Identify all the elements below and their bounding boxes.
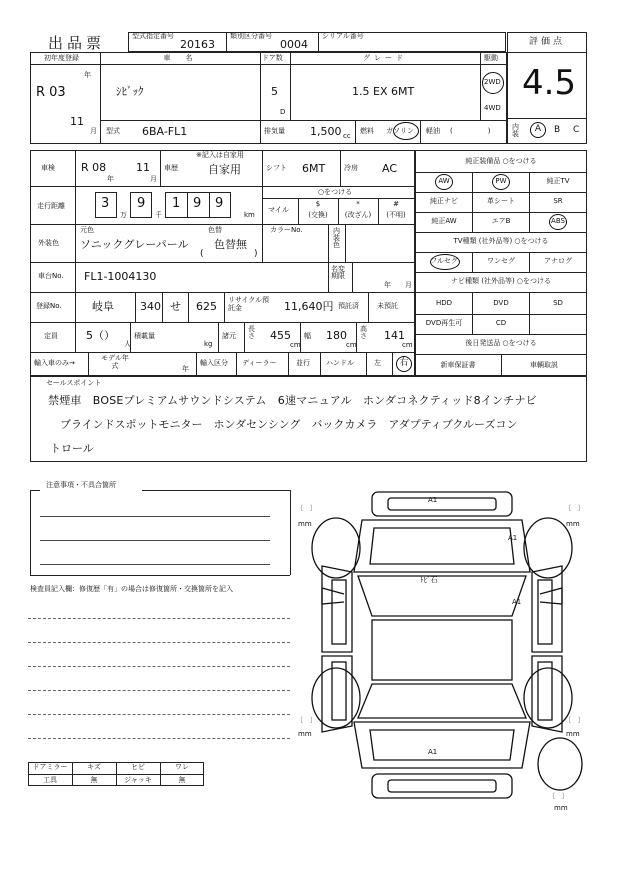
height: 141: [384, 329, 405, 342]
navi-header: ナビ種類 (社外品等) ○をつける: [450, 277, 552, 285]
length-unit: cm: [290, 341, 301, 349]
mileage-digit-3: 1: [172, 196, 181, 211]
model-label: 型式: [106, 127, 120, 135]
inspector-label: 検査員記入欄：修復歴「有」の場合は修復箇所・交換箇所を記入: [30, 585, 233, 593]
repaint-paren-l: (: [200, 249, 204, 259]
history: 自家用: [208, 163, 241, 176]
sales-line-2: ブラインドスポットモニター ホンダセンシング バックカメラ アダプティブクルーズコン: [60, 418, 518, 431]
length: 455: [270, 329, 291, 342]
width: 180: [326, 329, 347, 342]
doors-label: ドア数: [262, 54, 283, 62]
mark-door-right: A1: [512, 598, 522, 606]
length-label: 長さ: [248, 325, 255, 340]
first-reg-label: 初年度登録: [44, 54, 79, 62]
legend-break: ワレ: [175, 763, 189, 771]
fuel: ガソリン: [386, 127, 414, 135]
serial-label: シリアル番号: [322, 32, 364, 40]
equip-airbag: エアB: [491, 217, 511, 225]
orig-color-label: 元色: [80, 226, 94, 234]
load-label: 積載量: [134, 332, 155, 340]
bracket-front-right: 〔 〕: [564, 504, 585, 512]
chassis-label: 車台No.: [38, 272, 64, 280]
diesel-label: 軽油: [426, 127, 440, 135]
inspection: R 08: [81, 161, 107, 174]
class-no: 0004: [280, 38, 308, 51]
grade-score-label: 評価点: [528, 37, 566, 47]
width-unit: cm: [346, 341, 357, 349]
sales-line-3: トロール: [50, 442, 94, 455]
model-year-label: モデル年式: [101, 354, 129, 371]
drive-label: 駆動: [484, 54, 498, 62]
inspection-label: 車検: [41, 164, 55, 172]
legend-door-mirror: ドアミラー: [32, 763, 68, 771]
navi-dvd: DVD: [493, 299, 509, 307]
grade-score: 4.5: [521, 63, 577, 103]
std-equip-header: 純正装備品 ○をつける: [465, 157, 537, 165]
exchange-text: (交換): [308, 211, 328, 219]
model-cert-no: 20163: [180, 38, 215, 51]
page-title: 出品票: [48, 34, 106, 52]
interior-grade-b: B: [554, 125, 561, 135]
capacity-unit: 人: [124, 340, 131, 348]
plate-label: 登録No.: [36, 302, 62, 310]
width-label: 幅: [304, 332, 311, 340]
navi-dvd-play: DVD再生可: [425, 319, 463, 327]
chassis: FL1-1004130: [84, 270, 157, 283]
inspection-month-unit: 月: [150, 175, 157, 183]
class-label: 類別区分番号: [230, 32, 272, 40]
door-type: D: [280, 108, 286, 116]
exchange-label: $: [315, 200, 321, 208]
doors: 5: [271, 85, 278, 98]
capacity: 5（）: [86, 329, 115, 342]
equip-leather: 革シート: [487, 197, 515, 205]
interior-grade-c: C: [573, 125, 580, 135]
parallel: 並行: [296, 359, 310, 367]
diesel-paren: ( ): [450, 127, 491, 135]
mark-hood: ﾄﾋﾞ石: [420, 576, 438, 584]
fuel-label: 燃料: [360, 127, 374, 135]
altered-text: (改ざん): [344, 211, 372, 219]
equip-aw: AW: [438, 177, 450, 185]
interior-color-label: 内装色: [333, 227, 340, 249]
inspection-month: 11: [136, 161, 150, 174]
mileage-digit-5: 9: [215, 196, 224, 211]
recycle-status-2: 未預託: [377, 302, 398, 310]
man-unit: 万: [120, 211, 127, 219]
navi-cd: CD: [495, 319, 507, 327]
color-no-label: カラーNo.: [270, 226, 303, 234]
legend-crack: ヒビ: [131, 763, 145, 771]
mark-bumper-front: A1: [428, 496, 438, 504]
legend-jack-val: 無: [178, 776, 186, 784]
unknown-text: (不明): [386, 211, 406, 219]
dim-label: 諸元: [222, 332, 236, 340]
equip-sr: SR: [553, 197, 563, 205]
shift-label: シフト: [266, 164, 287, 172]
displacement-unit: cc: [343, 132, 351, 140]
bracket-front-left: 〔 〕: [296, 504, 317, 512]
bracket-rear-left: 〔 〕: [296, 716, 317, 724]
mileage-digit-1: 3: [101, 196, 110, 211]
mileage-digit-4: 9: [193, 196, 202, 211]
handle-label: ハンドル: [326, 359, 354, 367]
mm-rear-right: mm: [566, 730, 580, 738]
sales-line-1: 禁煙車 BOSEプレミアムサウンドシステム 6速マニュアル ホンダコネクティッド8インチナビ: [48, 394, 537, 407]
mark-bumper-rear: A1: [428, 748, 438, 756]
first-reg-year: R 03: [36, 85, 66, 100]
ac-label: 冷房: [344, 164, 358, 172]
ac: AC: [382, 162, 398, 175]
interior-grade-a: A: [530, 122, 546, 138]
altered-label: *: [356, 200, 360, 208]
recycle-label: リサイクル預託金: [228, 296, 270, 313]
circle-note: ○をつける: [318, 188, 353, 196]
bracket-rear-right: 〔 〕: [564, 716, 585, 724]
doc-header: 後日発送品 ○をつける: [465, 339, 537, 347]
shift: 6MT: [302, 162, 326, 175]
plate-class: 340: [140, 300, 161, 313]
name-change-year: 年: [384, 281, 391, 289]
drive-4wd: 4WD: [484, 104, 501, 112]
load-unit: kg: [204, 340, 213, 348]
legend-tools-val: 無: [90, 776, 98, 784]
sales-label: セールスポイント: [46, 379, 102, 387]
left: 左: [374, 359, 381, 367]
mm-front-left: mm: [298, 520, 312, 528]
equip-std-tv: 純正TV: [546, 177, 570, 185]
tv-oneseg: ワンセグ: [487, 257, 515, 265]
recycle-status-1: 預託済: [338, 302, 359, 310]
import-year-unit: 年: [182, 365, 189, 373]
interior-label: 内装: [512, 123, 519, 138]
grade-label: グレード: [363, 54, 407, 62]
right-selected: 右: [396, 356, 412, 372]
inspection-year-unit: 年: [107, 175, 114, 183]
repaint-label: 色替: [208, 226, 222, 234]
model-cert-label: 型式指定番号: [132, 32, 174, 40]
mm-front-right: mm: [566, 520, 580, 528]
mileage-label: 走行距離: [37, 202, 65, 210]
orig-color: ソニックグレーパール: [80, 238, 189, 251]
dealer: ディーラー: [242, 359, 277, 367]
mm-spare: mm: [554, 804, 568, 812]
import-class-label: 輸入区分: [200, 359, 228, 367]
displacement-label: 排気量: [264, 127, 285, 135]
equip-std-navi: 純正ナビ: [430, 197, 458, 205]
height-unit: cm: [402, 341, 413, 349]
mile-label: マイル: [268, 206, 289, 214]
mark-fender-right: A1: [508, 534, 518, 542]
sen-unit: 千: [155, 211, 162, 219]
doc-warranty: 新車保証書: [440, 361, 476, 369]
first-reg-month-unit: 月: [90, 127, 97, 135]
repaint-paren-r: ): [254, 249, 258, 259]
equip-std-aw: 純正AW: [431, 217, 457, 225]
displacement: 1,500: [310, 125, 342, 138]
car-damage-diagram: [292, 476, 592, 816]
exterior-label: 外装色: [38, 239, 59, 247]
doc-manual: 車輌取説: [530, 361, 558, 369]
navi-sd: SD: [553, 299, 563, 307]
drive-2wd: 2WD: [484, 78, 501, 86]
capacity-label: 定員: [44, 332, 58, 340]
detail-box: [30, 150, 415, 376]
first-reg-year-unit: 年: [84, 71, 91, 79]
import-label: 輸入車のみ→: [34, 359, 75, 367]
bracket-spare: 〔 〕: [548, 792, 569, 800]
unknown-label: #: [393, 200, 399, 208]
car-name-label: 車 名: [163, 54, 197, 62]
model: 6BA-FL1: [142, 125, 188, 138]
navi-hdd: HDD: [435, 299, 453, 307]
height-label: 高さ: [360, 325, 367, 340]
km-unit: km: [244, 211, 255, 219]
name-change-month: 月: [405, 281, 412, 289]
tv-header: TV種類 (社外品等) ○をつける: [453, 237, 549, 245]
history-note: ※記入は自家用: [196, 151, 244, 159]
legend-scratch: キズ: [87, 763, 101, 771]
recycle: 11,640円: [284, 300, 334, 313]
equip-abs: ABS: [551, 217, 565, 225]
plate-area: 岐阜: [92, 300, 114, 313]
plate-num: 625: [196, 300, 217, 313]
tv-analog: アナログ: [544, 257, 572, 265]
legend-tools: 工具: [43, 776, 57, 784]
repaint: 色替無: [214, 238, 247, 251]
name-change-label: 名変期限: [331, 265, 345, 280]
equip-pw: PW: [495, 177, 507, 185]
history-label: 車歴: [164, 164, 178, 172]
legend-jack: ジャッキ: [124, 776, 152, 784]
grade: 1.5 EX 6MT: [352, 85, 415, 98]
mileage-digit-2: 9: [137, 196, 146, 211]
mm-rear-left: mm: [298, 730, 312, 738]
plate-kana: せ: [170, 300, 181, 313]
caution-label: 注意事項・不具合箇所: [46, 481, 116, 489]
tv-fullseg: フルセグ: [430, 257, 458, 265]
first-reg-month: 11: [70, 115, 84, 128]
car-name: ｼﾋﾞｯｸ: [116, 85, 144, 98]
